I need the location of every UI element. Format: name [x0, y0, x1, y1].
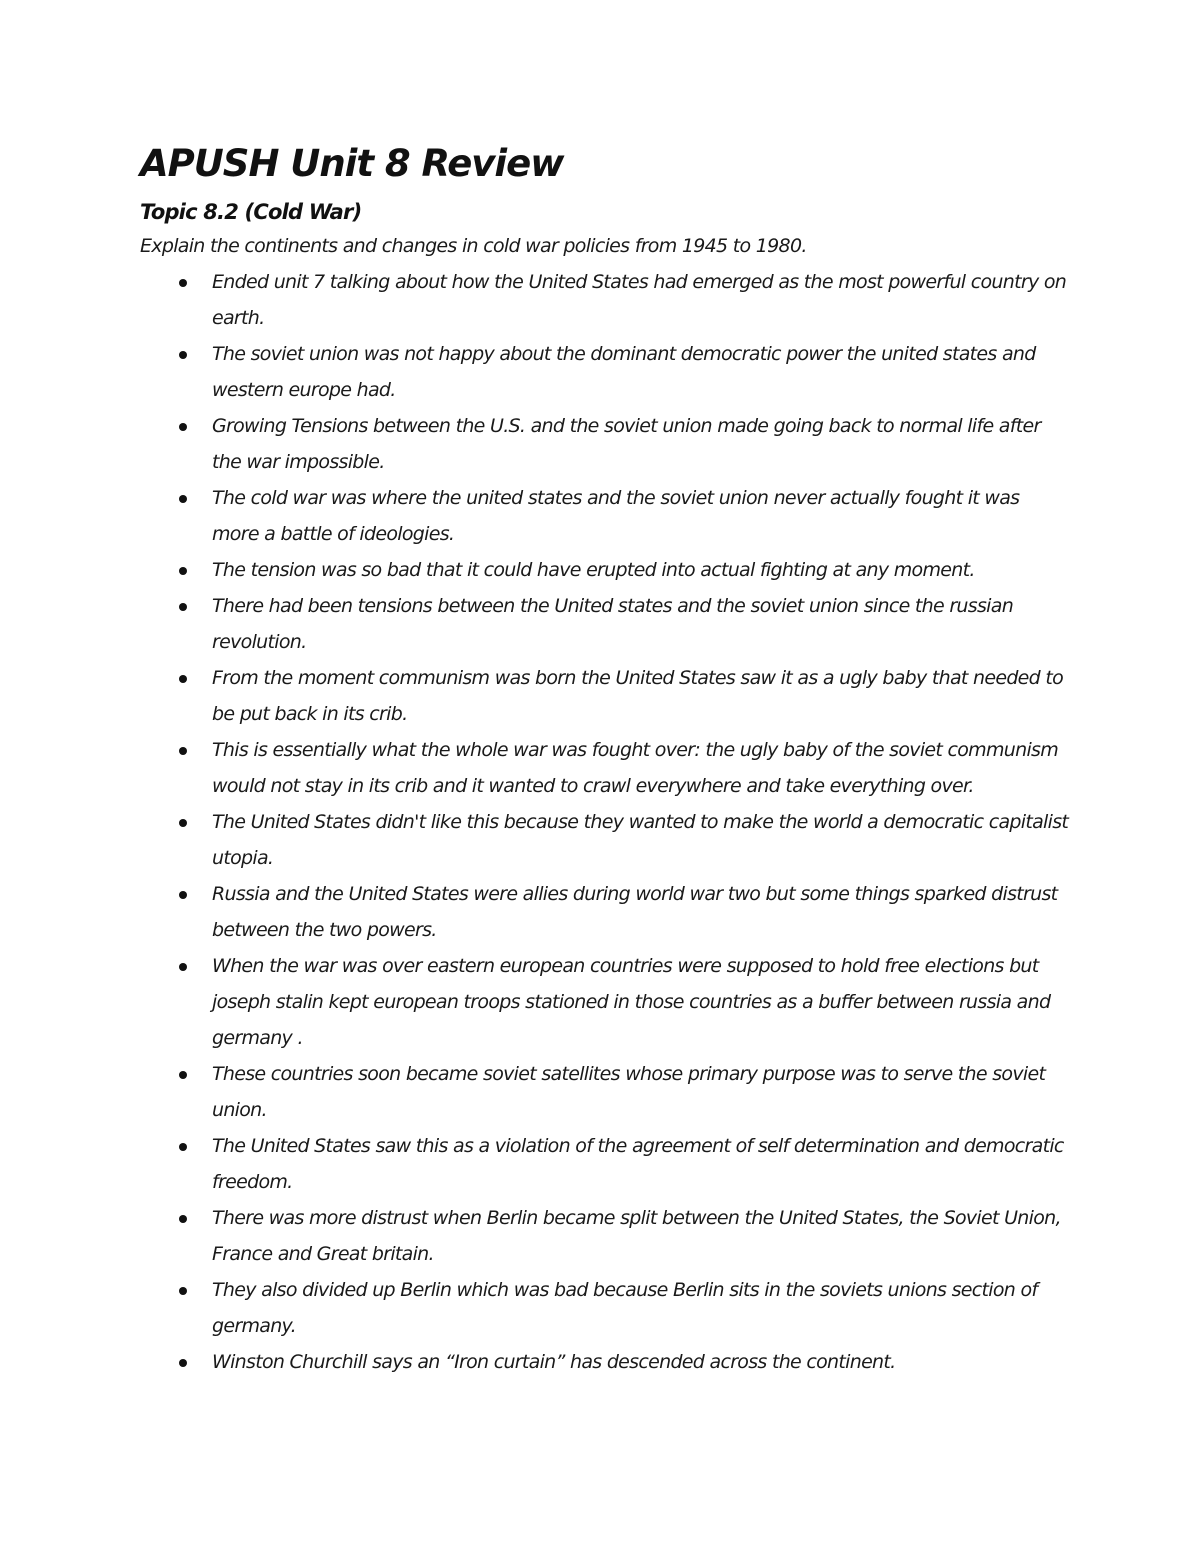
list-item-text: Growing Tensions between the U.S. and the soviet union made going back to normal life after the war impossible. [212, 415, 1041, 473]
bullet-icon [179, 1143, 187, 1151]
bullet-icon [179, 819, 187, 827]
list-item [140, 1056, 1070, 1128]
list-item [140, 336, 1070, 408]
list-item-text: Winston Churchill says an “Iron curtain” has descended across the continent. [212, 1351, 896, 1373]
list-item-text: They also divided up Berlin which was bad because Berlin sits in the soviets unions section of germany. [212, 1279, 1038, 1337]
document-content [140, 140, 1070, 1380]
bullet-icon [179, 1071, 187, 1079]
list-item [140, 876, 1070, 948]
bullet-icon [179, 1287, 187, 1295]
list-item [140, 588, 1070, 660]
list-item [140, 948, 1070, 1056]
list-item [140, 552, 1070, 588]
bullet-icon [179, 351, 187, 359]
list-item [140, 1272, 1070, 1344]
list-item [140, 1200, 1070, 1272]
list-item-text: There was more distrust when Berlin became split between the United States, the Soviet Union, France and Great britain. [212, 1207, 1061, 1265]
list-item [140, 1128, 1070, 1200]
list-item-text: When the war was over eastern european countries were supposed to hold free elections but joseph stalin kept european troops stationed in those countries as a buffer between russia and germany . [212, 955, 1051, 1049]
list-item-text: The tension was so bad that it could have erupted into actual fighting at any moment. [212, 559, 975, 581]
list-item-text: The soviet union was not happy about the dominant democratic power the united states and western europe had. [212, 343, 1036, 401]
list-item [140, 408, 1070, 480]
document-title: APUSH Unit 8 Review [140, 142, 564, 185]
list-item-text: The United States saw this as a violation of the agreement of self determination and democratic freedom. [212, 1135, 1064, 1193]
list-item-text: There had been tensions between the United states and the soviet union since the russian revolution. [212, 595, 1014, 653]
list-item-text: From the moment communism was born the United States saw it as a ugly baby that needed to be put back in its crib. [212, 667, 1064, 725]
bullet-icon [179, 279, 187, 287]
list-item-text: The United States didn't like this because they wanted to make the world a democratic capitalist utopia. [212, 811, 1069, 869]
list-item [140, 804, 1070, 876]
topic-heading: Topic 8.2 (Cold War) [140, 200, 362, 224]
bullet-icon [179, 891, 187, 899]
bullet-icon [179, 495, 187, 503]
list-item [140, 480, 1070, 552]
bullet-icon [179, 423, 187, 431]
list-item [140, 732, 1070, 804]
bullet-icon [179, 675, 187, 683]
bullet-icon [179, 1359, 187, 1367]
bullet-icon [179, 747, 187, 755]
bullet-icon [179, 603, 187, 611]
list-item [140, 264, 1070, 336]
list-item-text: These countries soon became soviet satellites whose primary purpose was to serve the soviet union. [212, 1063, 1046, 1121]
bullet-icon [179, 1215, 187, 1223]
bullet-icon [179, 567, 187, 575]
list-item-text: Russia and the United States were allies during world war two but some things sparked distrust between the two powers. [212, 883, 1058, 941]
bullet-icon [179, 963, 187, 971]
list-item-text: This is essentially what the whole war was fought over: the ugly baby of the soviet communism would not stay in its crib and it wanted to crawl everywhere and take everything over. [212, 739, 1059, 797]
list-item [140, 1344, 1070, 1380]
list-item [140, 660, 1070, 732]
list-item-text: Ended unit 7 talking about how the United States had emerged as the most powerful country on earth. [212, 271, 1067, 329]
intro-text: Explain the continents and changes in cold war policies from 1945 to 1980. [140, 235, 807, 257]
list-item-text: The cold war was where the united states and the soviet union never actually fought it was more a battle of ideologies. [212, 487, 1020, 545]
bullet-list [140, 264, 1070, 1380]
